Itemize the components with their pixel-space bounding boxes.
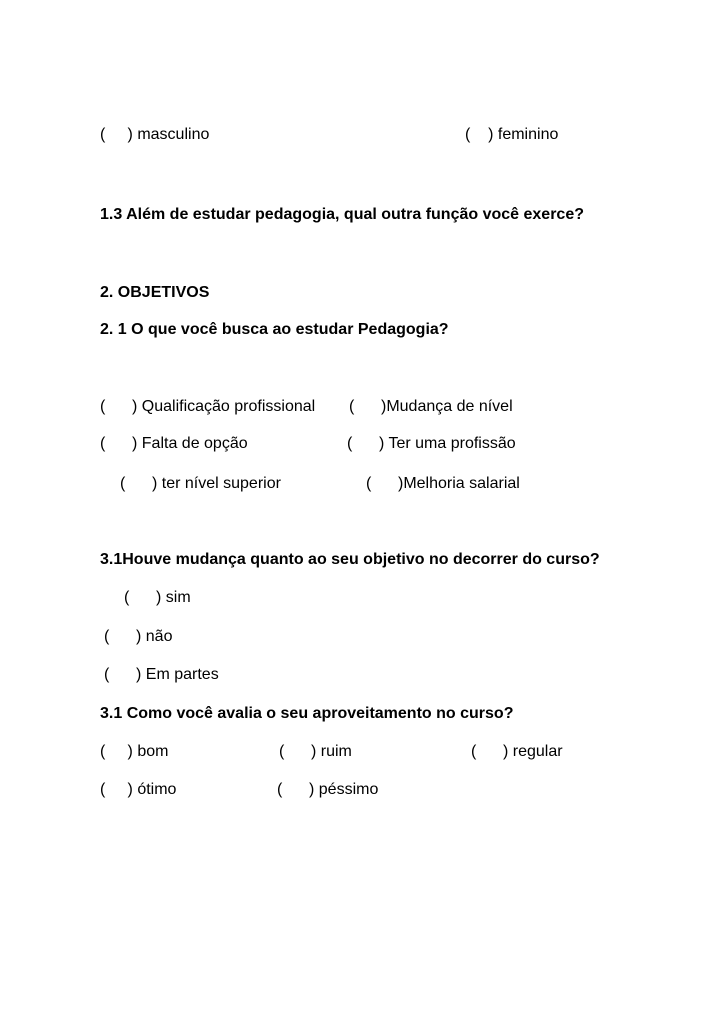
option-nao[interactable]: ( ) não [104, 628, 173, 645]
option-regular[interactable]: ( ) regular [471, 743, 563, 760]
option-ter-nivel-superior[interactable]: ( ) ter nível superior [120, 475, 281, 492]
option-otimo[interactable]: ( ) ótimo [100, 781, 177, 798]
option-pessimo[interactable]: ( ) péssimo [277, 781, 379, 798]
question-3-1-aproveitamento: 3.1 Como você avalia o seu aproveitamento no curso? [100, 705, 514, 722]
question-2-1: 2. 1 O que você busca ao estudar Pedagogia? [100, 321, 449, 338]
option-melhoria-salarial[interactable]: ( )Melhoria salarial [366, 475, 520, 492]
question-1-3: 1.3 Além de estudar pedagogia, qual outra função você exerce? [100, 206, 584, 223]
option-mudanca-de-nivel[interactable]: ( )Mudança de nível [349, 398, 513, 415]
option-feminino[interactable]: ( ) feminino [465, 126, 559, 143]
question-3-1-mudanca: 3.1Houve mudança quanto ao seu objetivo no decorrer do curso? [100, 551, 600, 568]
option-ter-uma-profissao[interactable]: ( ) Ter uma profissão [347, 435, 516, 452]
option-masculino[interactable]: ( ) masculino [100, 126, 210, 143]
option-qualificacao-profissional[interactable]: ( ) Qualificação profissional [100, 398, 316, 415]
option-falta-de-opcao[interactable]: ( ) Falta de opção [100, 435, 248, 452]
section-2-heading: 2. OBJETIVOS [100, 284, 210, 301]
option-bom[interactable]: ( ) bom [100, 743, 169, 760]
option-ruim[interactable]: ( ) ruim [279, 743, 352, 760]
option-sim[interactable]: ( ) sim [124, 589, 191, 606]
option-em-partes[interactable]: ( ) Em partes [104, 666, 219, 683]
